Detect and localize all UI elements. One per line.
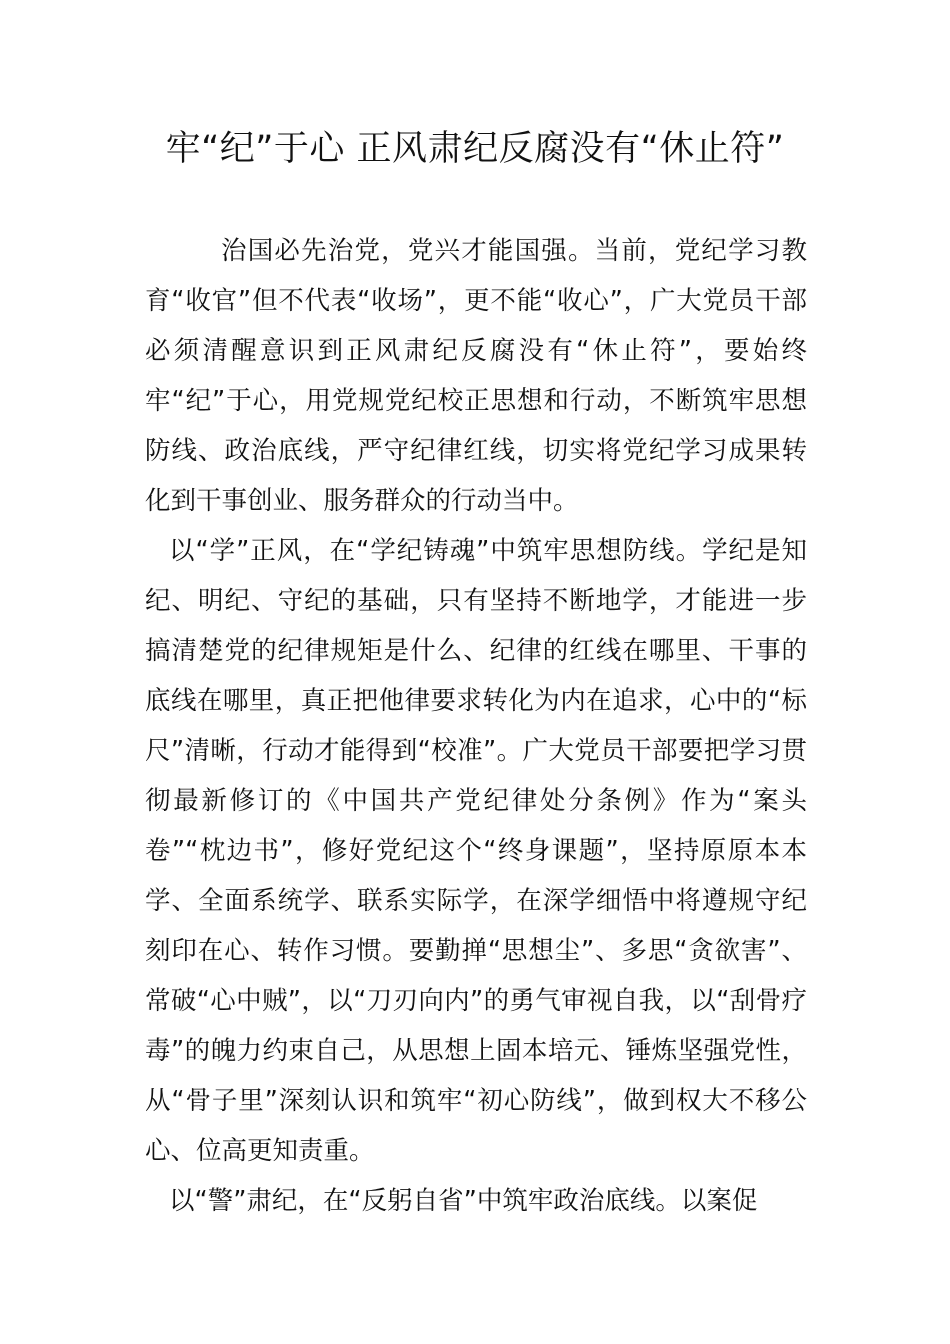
paragraph-study: 以“学”正风，在“学纪铸魂”中筑牢思想防线。学纪是知纪、明纪、守纪的基础，只有坚持不断地学，才能进一步搞清楚党的纪律规矩是什么、纪律的红线在哪里、干事的底线在哪里，真正把他律要求转化为内在追求，心中的“标尺”清晰，行动才能得到“校准”。广大党员干部要把学习贯彻最新修订的《中国共产党纪律处分条例》作为“案头卷”“枕边书”，修好党纪这个“终身课题”，坚持原原本本学、全面系统学、联系实际学，在深学细悟中将遵规守纪刻印在心、转作习惯。要勤掸“思想尘”、多思“贪欲害”、常破“心中贼”，以“刀刃向内”的勇气审视自我，以“刮骨疗毒”的魄力约束自己，从思想上固本培元、锤炼坚强党性，从“骨子里”深刻认识和筑牢“初心防线”，做到权大不移公心、位高更知责重。 [145,536,807,1166]
document-body [145,226,807,1226]
paragraph-intro: 治国必先治党，党兴才能国强。当前，党纪学习教育“收官”但不代表“收场”，更不能“收心”，广大党员干部必须清醒意识到正风肃纪反腐没有“休止符”，要始终牢“纪”于心，用党规党纪校正思想和行动，不断筑牢思想防线、政治底线，严守纪律红线，切实将党纪学习成果转化到干事创业、服务群众的行动当中。 [145,236,807,516]
paragraph-warning: 以“警”肃纪，在“反躬自省”中筑牢政治底线。以案促 [169,1186,758,1216]
document-title: 牢“纪”于心 正风肃纪反腐没有“休止符” [165,129,785,169]
